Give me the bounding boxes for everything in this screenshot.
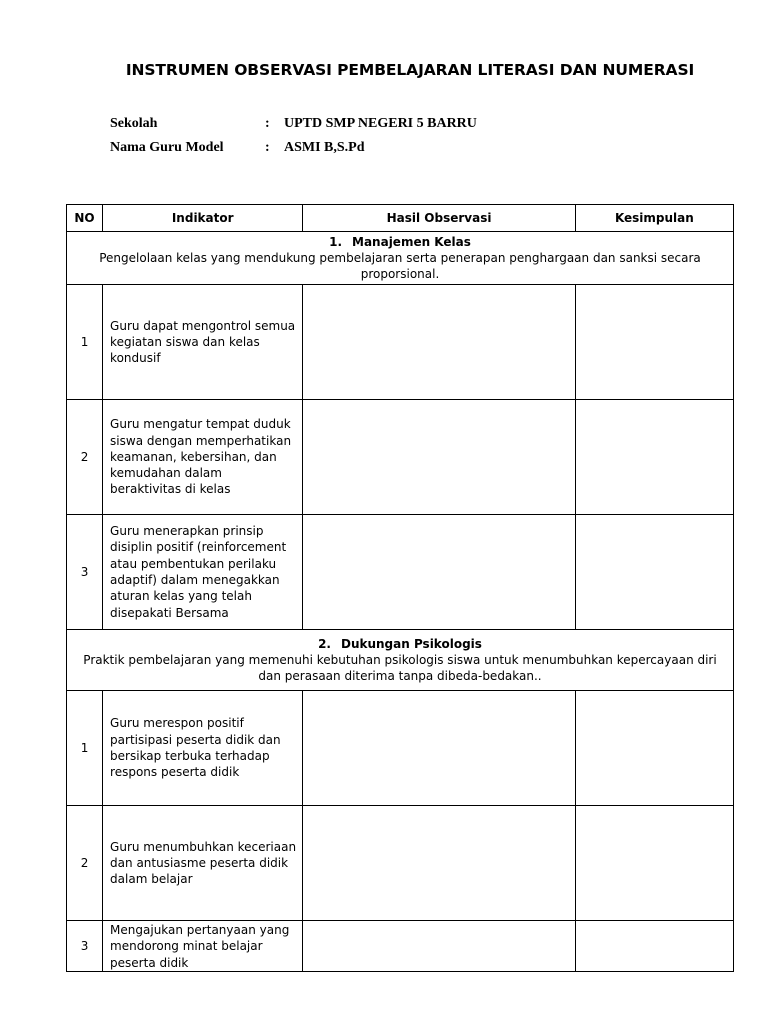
document-title: INSTRUMEN OBSERVASI PEMBELAJARAN LITERASI DAN NUMERASI — [125, 61, 695, 79]
section-description: Pengelolaan kelas yang mendukung pembelajaran serta penerapan penghargaan dan sanksi secara proporsional. — [99, 251, 701, 281]
table-row — [67, 515, 734, 630]
row-number: 1 — [67, 285, 103, 400]
section-cell — [67, 232, 734, 285]
row-indikator: Guru dapat mengontrol semua kegiatan siswa dan kelas kondusif — [103, 285, 303, 400]
row-indikator: Mengajukan pertanyaan yang mendorong minat belajar peserta didik — [103, 921, 303, 972]
info-label: Nama Guru Model — [110, 140, 224, 155]
row-number: 3 — [67, 921, 103, 972]
section-header-row — [67, 630, 734, 691]
row-indikator: Guru menerapkan prinsip disiplin positif (reinforcement atau pembentukan perilaku adaptif) dalam menegakkan aturan kelas yang telah disepakati Bersama — [103, 515, 303, 630]
row-hasil-observasi[interactable] — [303, 691, 575, 806]
row-kesimpulan[interactable] — [575, 285, 733, 400]
row-kesimpulan[interactable] — [575, 691, 733, 806]
section-cell — [67, 630, 734, 691]
row-kesimpulan[interactable] — [575, 400, 733, 515]
info-separator: : — [265, 140, 270, 155]
section-title — [71, 636, 729, 652]
row-number: 1 — [67, 691, 103, 806]
section-description-line: dan perasaan diterima tanpa dibeda-bedakan.. — [258, 669, 542, 683]
info-value: UPTD SMP NEGERI 5 BARRU — [284, 116, 477, 131]
section-description-line: Praktik pembelajaran yang memenuhi kebutuhan psikologis siswa untuk menumbuhkan kepercayaan diri — [83, 653, 717, 667]
row-number: 3 — [67, 515, 103, 630]
section-number: 1. — [329, 235, 343, 249]
row-hasil-observasi[interactable] — [303, 515, 575, 630]
header-no: NO — [67, 205, 103, 232]
info-value: ASMI B,S.Pd — [284, 140, 365, 155]
row-hasil-observasi[interactable] — [303, 400, 575, 515]
row-hasil-observasi[interactable] — [303, 806, 575, 921]
row-number: 2 — [67, 806, 103, 921]
row-indikator: Guru menumbuhkan keceriaan dan antusiasme peserta didik dalam belajar — [103, 806, 303, 921]
section-header-row — [67, 232, 734, 285]
row-hasil-observasi[interactable] — [303, 921, 575, 972]
header-hasil-observasi: Hasil Observasi — [303, 205, 575, 232]
table-row — [67, 400, 734, 515]
section-title-text: Manajemen Kelas — [352, 235, 471, 249]
row-kesimpulan[interactable] — [575, 806, 733, 921]
table-row — [67, 806, 734, 921]
observation-table — [66, 204, 734, 972]
row-hasil-observasi[interactable] — [303, 285, 575, 400]
info-label: Sekolah — [110, 116, 158, 131]
row-kesimpulan[interactable] — [575, 921, 733, 972]
section-number: 2. — [318, 637, 331, 651]
section-title — [71, 234, 729, 250]
table-header-row — [67, 205, 734, 232]
table-row — [67, 691, 734, 806]
row-indikator: Guru mengatur tempat duduk siswa dengan memperhatikan keamanan, kebersihan, dan kemudahan dalam beraktivitas di kelas — [103, 400, 303, 515]
header-indikator: Indikator — [103, 205, 303, 232]
section-title-text: Dukungan Psikologis — [340, 637, 482, 651]
table-row — [67, 285, 734, 400]
row-kesimpulan[interactable] — [575, 515, 733, 630]
table-row — [67, 921, 734, 972]
row-indikator: Guru merespon positif partisipasi peserta didik dan bersikap terbuka terhadap respons peserta didik — [103, 691, 303, 806]
row-number: 2 — [67, 400, 103, 515]
header-kesimpulan: Kesimpulan — [575, 205, 733, 232]
info-separator: : — [265, 116, 270, 131]
